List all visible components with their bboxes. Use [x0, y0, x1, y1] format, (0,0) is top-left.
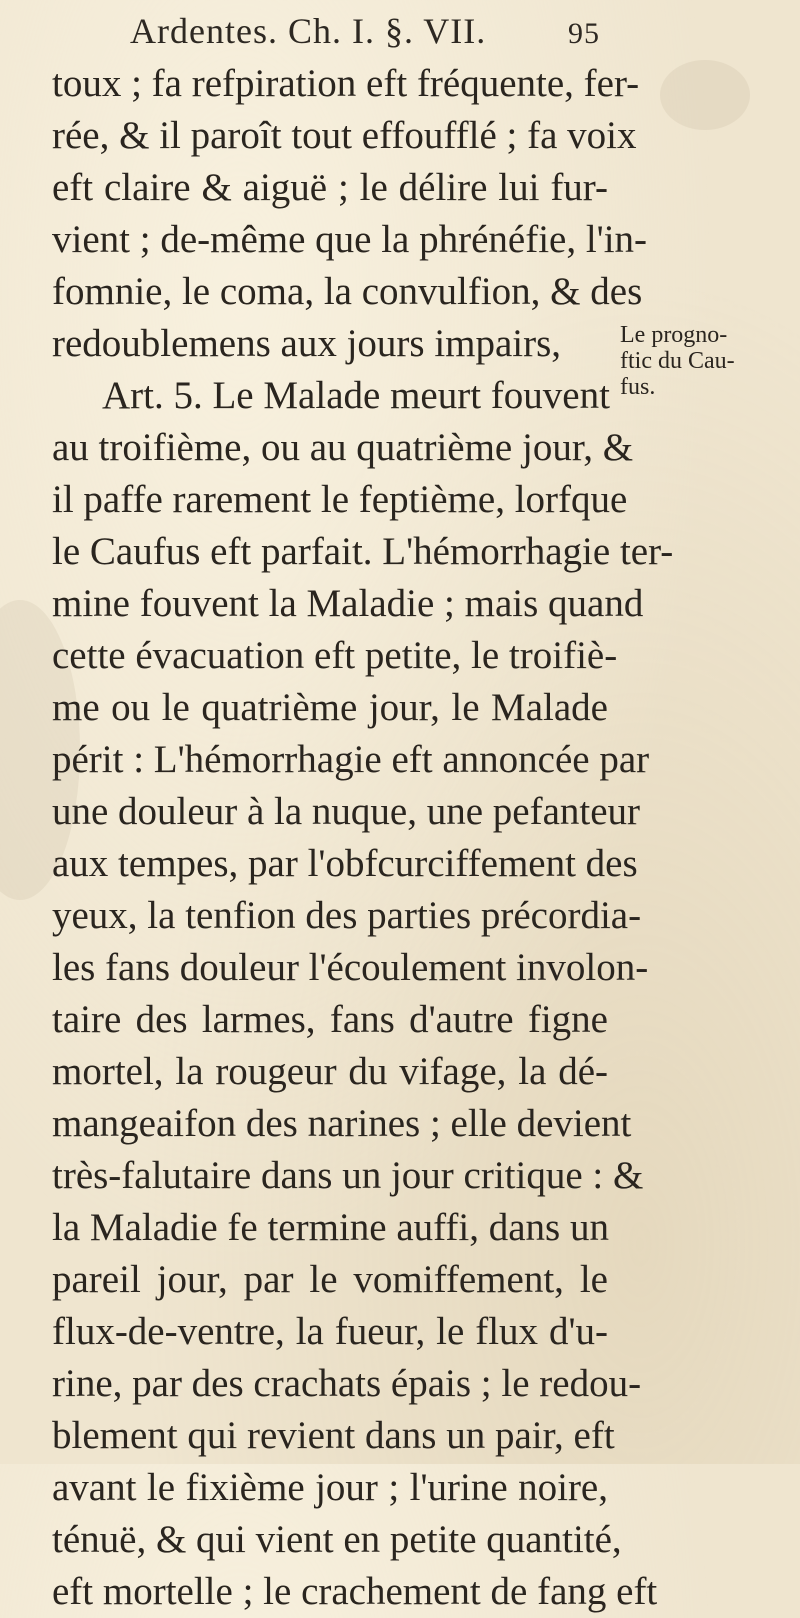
text-line: avant le fixième jour ; l'urine noire, [52, 1466, 608, 1509]
margin-note [620, 322, 800, 400]
text-line: redoublemens aux jours impairs, [52, 322, 562, 365]
running-head-title: Ardentes. Ch. I. §. VII. [130, 11, 487, 51]
text-line: me ou le quatrième jour, le Malade [52, 686, 608, 729]
text-line: mine fouvent la Maladie ; mais quand [52, 582, 644, 625]
text-line: flux-de-ventre, la fueur, le flux d'u- [52, 1310, 608, 1353]
text-line: la Maladie fe termine auffi, dans un [52, 1206, 609, 1249]
text-line: fomnie, le coma, la convulfion, & des [52, 270, 643, 313]
text-line: pareil jour, par le vomiffement, le [52, 1258, 608, 1301]
text-line: aux tempes, par l'obfcurciffement des [52, 842, 638, 885]
margin-note-line: ftic du Cau- [620, 348, 735, 374]
text-line: périt : L'hémorrhagie eft annoncée par [52, 738, 650, 781]
text-line: blement qui revient dans un pair, eft [52, 1414, 615, 1457]
text-line: au troifième, ou au quatrième jour, & [52, 426, 634, 469]
text-line: mangeaifon des narines ; elle devient [52, 1102, 632, 1145]
text-line: il paffe rarement le feptième, lorfque [52, 478, 628, 521]
text-line: les fans douleur l'écoulement involon- [52, 946, 649, 989]
text-line: rée, & il paroît tout effoufflé ; fa voix [52, 114, 637, 157]
text-line: le Caufus eft parfait. L'hémorrhagie ter- [52, 530, 674, 573]
text-line: rine, par des crachats épais ; le redou- [52, 1362, 642, 1405]
text-line: vient ; de-même que la phrénéfie, l'in- [52, 218, 648, 261]
text-line: eft claire & aiguë ; le délire lui fur- [52, 166, 608, 209]
margin-note-line: fus. [620, 374, 656, 400]
page-stain [660, 60, 750, 130]
text-line: ténuë, & qui vient en petite quantité, [52, 1518, 622, 1561]
text-line: très-falutaire dans un jour critique : & [52, 1154, 644, 1197]
text-line: cette évacuation eft petite, le troifiè- [52, 634, 618, 677]
text-line: toux ; fa refpiration eft fréquente, fer- [52, 62, 640, 105]
margin-note-line: Le progno- [620, 322, 728, 348]
text-line: yeux, la tenfion des parties précordia- [52, 894, 642, 937]
running-head [130, 10, 600, 60]
text-line: taire des larmes, fans d'autre figne [52, 998, 608, 1041]
text-line: eft mortelle ; le crachement de fang eft [52, 1570, 658, 1613]
article-heading-line: Art. 5. Le Malade meurt fouvent [102, 374, 610, 417]
page-number: 95 [568, 17, 600, 50]
text-line: mortel, la rougeur du vifage, la dé- [52, 1050, 608, 1093]
text-line: une douleur à la nuque, une pefanteur [52, 790, 641, 833]
